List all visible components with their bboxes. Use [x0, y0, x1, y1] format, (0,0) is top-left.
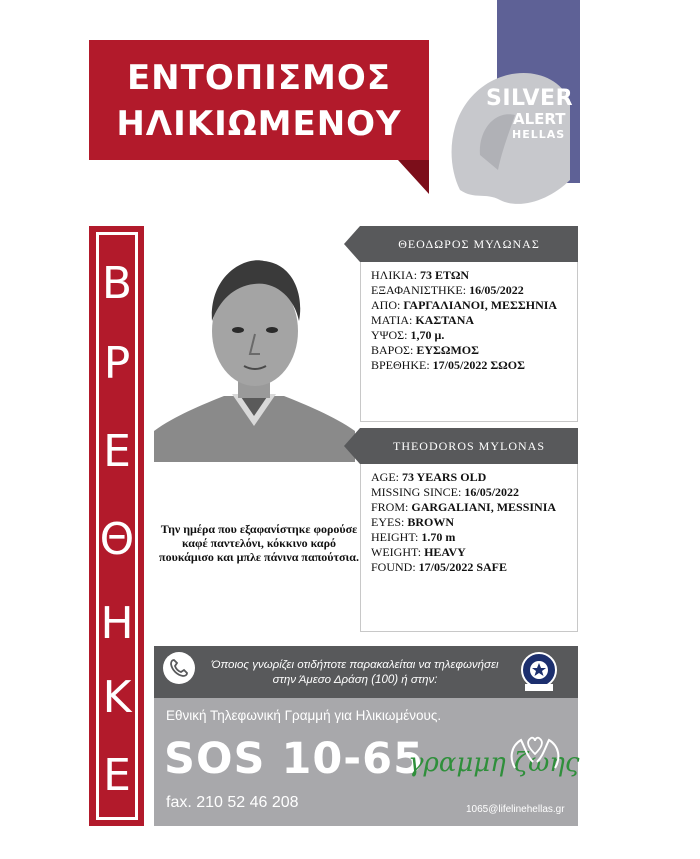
header-banner	[89, 40, 429, 160]
row-label: HEIGHT:	[371, 530, 422, 544]
row-label: ΕΞΑΦΑΝΙΣΤΗΚΕ:	[371, 283, 470, 297]
english-row-age	[371, 470, 569, 485]
hotline-name: Εθνική Τηλεφωνική Γραμμή για Ηλικιωμένους.	[166, 708, 442, 723]
phone-icon	[163, 652, 195, 684]
row-label: WEIGHT:	[371, 545, 425, 559]
row-label: ΜΑΤΙΑ:	[371, 313, 416, 327]
row-value: 73 ΕΤΩΝ	[420, 268, 470, 282]
row-value: GARGALIANI, MESSINIA	[411, 500, 557, 514]
police-badge-icon	[520, 651, 558, 693]
found-letter-6: Κ	[102, 672, 132, 723]
person-photo	[154, 226, 355, 462]
row-label: ΒΑΡΟΣ:	[371, 343, 417, 357]
found-letter-5: Η	[100, 598, 134, 649]
row-label: AGE:	[371, 470, 402, 484]
english-row-from	[371, 500, 569, 515]
logo-alert: ALERT	[513, 110, 566, 128]
row-value: BROWN	[407, 515, 455, 529]
english-row-height	[371, 530, 569, 545]
english-row-found	[371, 560, 569, 575]
row-value: 1,70 μ.	[410, 328, 445, 342]
english-row-eyes	[371, 515, 569, 530]
found-letter-3: Ε	[103, 426, 131, 477]
greek-info-panel	[360, 262, 578, 422]
row-label: EYES:	[371, 515, 408, 529]
header-fold	[398, 160, 429, 194]
row-label: ΑΠΟ:	[371, 298, 404, 312]
clothing-description: Την ημέρα που εξαφανίστηκε φορούσε καφέ παντελόνι, κόκκινο καρό πουκάμισο και μπλε πάνινα παπούτσια.	[159, 522, 359, 564]
row-label: ΗΛΙΚΙΑ:	[371, 268, 421, 282]
greek-panel-notch	[344, 226, 360, 262]
found-letter-2: Ρ	[103, 338, 131, 389]
english-row-missing	[371, 485, 569, 500]
logo-hellas: HELLAS	[512, 128, 566, 141]
greek-row-found	[371, 358, 569, 373]
greek-row-from	[371, 298, 569, 313]
header-title-line1: ΕΝΤΟΠΙΣΜΟΣ	[126, 58, 392, 98]
row-label: MISSING SINCE:	[371, 485, 465, 499]
english-name-header: THEODOROS MYLONAS	[360, 428, 578, 464]
found-letter-4: Θ	[99, 514, 135, 565]
greek-row-missing	[371, 283, 569, 298]
english-info-panel	[360, 464, 578, 632]
row-value: ΚΑΣΤΑΝΑ	[415, 313, 475, 327]
person-silhouette	[154, 226, 355, 462]
english-panel-notch	[344, 428, 360, 464]
row-value: 16/05/2022	[464, 485, 520, 499]
row-value: ΓΑΡΓΑΛΙΑΝΟΙ, ΜΕΣΣΗΝΙΑ	[403, 298, 558, 312]
row-value: ΕΥΣΩΜΟΣ	[416, 343, 479, 357]
logo-silver: SILVER	[486, 86, 574, 111]
row-value: 16/05/2022	[469, 283, 524, 297]
english-row-weight	[371, 545, 569, 560]
row-label: ΒΡΕΘΗΚΕ:	[371, 358, 433, 372]
row-label: ΥΨΟΣ:	[371, 328, 411, 342]
greek-row-eyes	[371, 313, 569, 328]
row-value: HEAVY	[424, 545, 466, 559]
call-instructions: Όποιος γνωρίζει οτιδήποτε παρακαλείται να τηλεφωνήσει στην Άμεσο Δράση (100) ή στην:	[211, 659, 499, 686]
greek-row-height	[371, 328, 569, 343]
contact-email: 1065@lifelinehellas.gr	[466, 804, 565, 815]
greek-row-weight	[371, 343, 569, 358]
row-label: FOUND:	[371, 560, 419, 574]
found-letter-7: Ε	[103, 750, 131, 801]
row-label: FROM:	[371, 500, 412, 514]
found-letter-1: Β	[101, 258, 133, 309]
lifeline-logo: γραμμη ζωης	[408, 748, 580, 778]
greek-name-header: ΘΕΟΔΩΡΟΣ ΜΥΛΩΝΑΣ	[360, 226, 578, 262]
fax-number: fax. 210 52 46 208	[166, 794, 299, 811]
row-value: 17/05/2022 SAFE	[418, 560, 508, 574]
greek-row-age	[371, 268, 569, 283]
sos-number: SOS 10-65	[164, 734, 424, 784]
hands-heart-icon	[505, 728, 565, 776]
row-value: 17/05/2022 ΣΩΟΣ	[432, 358, 525, 372]
row-value: 73 YEARS OLD	[402, 470, 487, 484]
row-value: 1.70 m	[421, 530, 456, 544]
header-title-line2: ΗΛΙΚΙΩΜΕΝΟΥ	[116, 104, 402, 144]
